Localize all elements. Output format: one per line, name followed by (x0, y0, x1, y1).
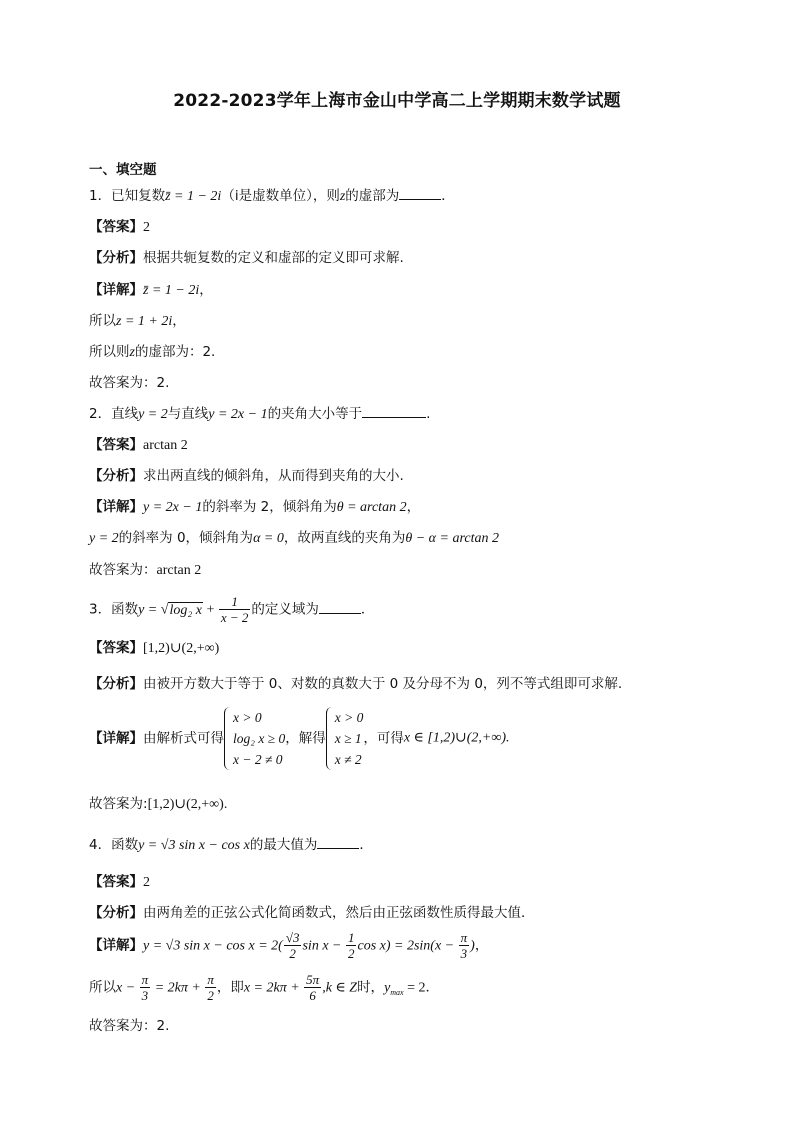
detail-formula: ,k ∈ Z (322, 980, 358, 996)
q3-detail (89, 707, 510, 770)
q4-l2-pre: 所以 (89, 979, 116, 996)
analysis-tag: 【分析】 (89, 468, 143, 484)
fraction-numerator: π (141, 972, 149, 987)
q2-detail-text: 的斜率为 2，倾斜角为 (202, 499, 337, 515)
q2-detail-line2 (89, 528, 499, 549)
q3-analysis (89, 674, 622, 694)
answer-blank (362, 405, 426, 418)
q1-text-post: 的虚部为 (345, 188, 400, 204)
inequality-system-1 (224, 707, 285, 770)
detail-tag: 【详解】 (89, 282, 143, 298)
detail-formula: y = √3 sin x − cos x = 2( (143, 938, 283, 954)
q3-detail-text-b: ，解得 (285, 730, 326, 747)
detail-formula: y = 2x − 1 (143, 500, 203, 515)
q2-detail-end: ， (406, 499, 421, 515)
q2-formula-2: y = 2x − 1 (208, 407, 268, 422)
answer-value: 2 (143, 875, 150, 890)
q1-var: z (339, 189, 346, 204)
analysis-text: 求出两直线的倾斜角，从而得到夹角的大小. (143, 468, 404, 484)
question-number: 2． (89, 406, 112, 422)
detail-formula: x − (116, 980, 139, 996)
q1-text: 已知复数 (111, 188, 166, 204)
fraction (346, 930, 357, 961)
detail-formula: cos x) = 2sin(x − (357, 938, 458, 954)
q1-detail-line3 (89, 342, 215, 363)
detail-formula: y = 2 (89, 531, 119, 546)
fraction-denominator: x − 2 (220, 610, 249, 625)
fraction-numerator: 5π (306, 972, 320, 987)
q1-text-mid: （i是虚数单位），则 (221, 188, 340, 204)
question-2 (89, 404, 430, 425)
answer-tag: 【答案】 (89, 437, 143, 453)
answer-blank (317, 836, 359, 849)
q2-final-value: arctan 2 (156, 563, 202, 578)
detail-formula: θ − α = arctan 2 (405, 531, 500, 546)
q4-text: 函数 (111, 837, 139, 853)
q1-formula: z̄ = 1 − 2i (165, 189, 222, 204)
section-heading: 一、填空题 (89, 162, 157, 178)
fraction-numerator: √3 (285, 930, 300, 945)
answer-tag: 【答案】 (89, 640, 143, 656)
q3-answer (89, 638, 219, 659)
fraction-numerator: π (207, 972, 214, 987)
q3-final (89, 794, 227, 815)
q3-final-value: [1,2)∪(2,+∞). (147, 797, 228, 812)
q3-detail-text: 由解析式可得 (143, 730, 224, 747)
q3-detail-text-c: ，可得 (363, 730, 404, 747)
fraction-numerator: π (460, 930, 468, 945)
question-number: 4． (89, 837, 112, 853)
fraction-denominator: 2 (347, 946, 355, 961)
answer-value: arctan 2 (143, 438, 188, 453)
detail-formula: = 2kπ + (151, 980, 205, 996)
q3-plus: + (202, 602, 218, 618)
analysis-text: 由两角差的正弦公式化简函数式，然后由正弦函数性质得最大值． (143, 905, 535, 921)
q3-end: ． (360, 601, 375, 618)
question-4 (89, 835, 373, 856)
ymax-value: = 2 (403, 980, 426, 996)
q4-l2-end: ． (425, 979, 440, 996)
ymax-subscript: max (390, 988, 404, 998)
analysis-tag: 【分析】 (89, 250, 143, 266)
detail-tag: 【详解】 (89, 937, 143, 954)
q2-formula-1: y = 2 (138, 407, 168, 422)
q4-text-post: 的最大值为 (249, 837, 318, 853)
q1-final: 故答案为：2. (89, 375, 170, 391)
q2-final-text: 故答案为： (89, 562, 157, 578)
detail-formula: ) (470, 938, 475, 954)
q1-detail (89, 280, 213, 301)
fraction-numerator: 1 (347, 930, 355, 945)
detail-formula: z̄ = 1 − 2i (143, 283, 200, 298)
fraction-denominator: 2 (289, 946, 296, 961)
q3-text: 函数 (111, 601, 139, 618)
q4-final: 故答案为：2. (89, 1018, 170, 1034)
analysis-text: 由被开方数大于等于 0、对数的真数大于 0 及分母不为 0，列不等式组即可求解. (143, 676, 623, 692)
fraction (459, 930, 470, 961)
q2-l2-text: 的斜率为 0，倾斜角为 (118, 530, 254, 546)
q1-detail-line2 (89, 311, 186, 332)
detail-tag: 【详解】 (89, 499, 143, 515)
q4-answer (89, 872, 150, 893)
fraction (205, 972, 216, 1003)
answer-value: 2 (143, 220, 150, 235)
q1-l3-post: 的虚部为：2. (134, 344, 216, 360)
q4-analysis (89, 903, 535, 923)
detail-formula: α = 0 (253, 531, 284, 546)
system-row: x > 0 (233, 710, 262, 725)
system-row: x − 2 ≠ 0 (233, 752, 283, 767)
q1-answer (89, 217, 150, 238)
detail-formula: θ = arctan 2 (336, 500, 407, 515)
q3-fraction (219, 594, 251, 625)
fraction (304, 972, 321, 1003)
detail-formula: sin x − (302, 938, 345, 954)
q1-l3-var: z (129, 345, 135, 360)
detail-formula: z = 1 + 2i (116, 314, 173, 329)
fraction-denominator: 6 (309, 988, 316, 1003)
q3-text-post: 的定义域为 (251, 601, 319, 618)
fraction-denominator: 3 (460, 946, 468, 961)
q1-l3-pre: 所以则 (89, 344, 130, 360)
page-title: 2022-2023学年上海市金山中学高二上学期期末数学试题 (173, 91, 621, 111)
fraction-denominator: 3 (141, 988, 149, 1003)
q3-formula: y = (138, 602, 161, 618)
system-row: x ≠ 2 (334, 752, 362, 767)
answer-tag: 【答案】 (89, 874, 143, 890)
q4-l2-mid: ，即 (216, 979, 244, 996)
q4-detail (89, 930, 488, 961)
q1-analysis (89, 248, 404, 268)
q2-analysis (89, 466, 404, 486)
q2-answer (89, 435, 188, 456)
q1-l2-pre: 所以 (89, 313, 116, 329)
q2-end: . (426, 406, 431, 422)
question-3: 3．函数y = √log₂ x + $\frac{1}{x - 2}$ 的定义域为 ． (89, 594, 375, 625)
q4-l2-when: 时， (357, 979, 385, 996)
q3-sqrt-term: log₂ x (169, 602, 202, 618)
fraction-numerator: 1 (219, 594, 251, 610)
q2-text: 直线 (111, 406, 139, 422)
q2-l2-text-b: ，故两直线的夹角为 (283, 530, 406, 546)
answer-value: [1,2)∪(2,+∞) (143, 641, 220, 656)
question-number: 1． (89, 188, 112, 204)
q4-detail-line2 (89, 972, 439, 1003)
q1-detail-end: ， (199, 282, 213, 298)
q2-detail (89, 497, 420, 518)
inequality-system-2 (326, 707, 364, 770)
analysis-tag: 【分析】 (89, 905, 143, 921)
analysis-tag: 【分析】 (89, 676, 143, 692)
answer-tag: 【答案】 (89, 219, 143, 235)
answer-blank (319, 601, 361, 614)
question-number: 3． (89, 601, 112, 618)
system-row: log₂ x ≥ 0 (233, 731, 286, 746)
question-1 (89, 186, 455, 207)
analysis-text: 根据共轭复数的定义和虚部的定义即可求解. (143, 250, 404, 266)
q1-end: ． (441, 188, 455, 204)
q4-end: ． (359, 837, 373, 853)
q4-formula: y = √3 sin x − cos x (138, 838, 250, 853)
answer-blank (399, 187, 441, 200)
detail-formula: x ∈ [1,2)∪(2,+∞). (403, 730, 510, 746)
fraction-denominator: 2 (207, 988, 214, 1003)
detail-formula: x = 2kπ + (243, 980, 304, 996)
ymax-var: y (384, 980, 391, 996)
system-row: x > 0 (334, 710, 364, 725)
q2-final (89, 560, 201, 581)
q2-text-mid: 与直线 (167, 406, 209, 422)
q4-detail-end: ， (474, 937, 489, 954)
system-row: x ≥ 1 (334, 731, 362, 746)
q3-final-text: 故答案为: (89, 796, 148, 812)
fraction (284, 930, 302, 961)
q1-l2-end: ， (172, 313, 186, 329)
q2-text-post: 的夹角大小等于 (267, 406, 363, 422)
fraction (140, 972, 151, 1003)
detail-tag: 【详解】 (89, 730, 143, 747)
